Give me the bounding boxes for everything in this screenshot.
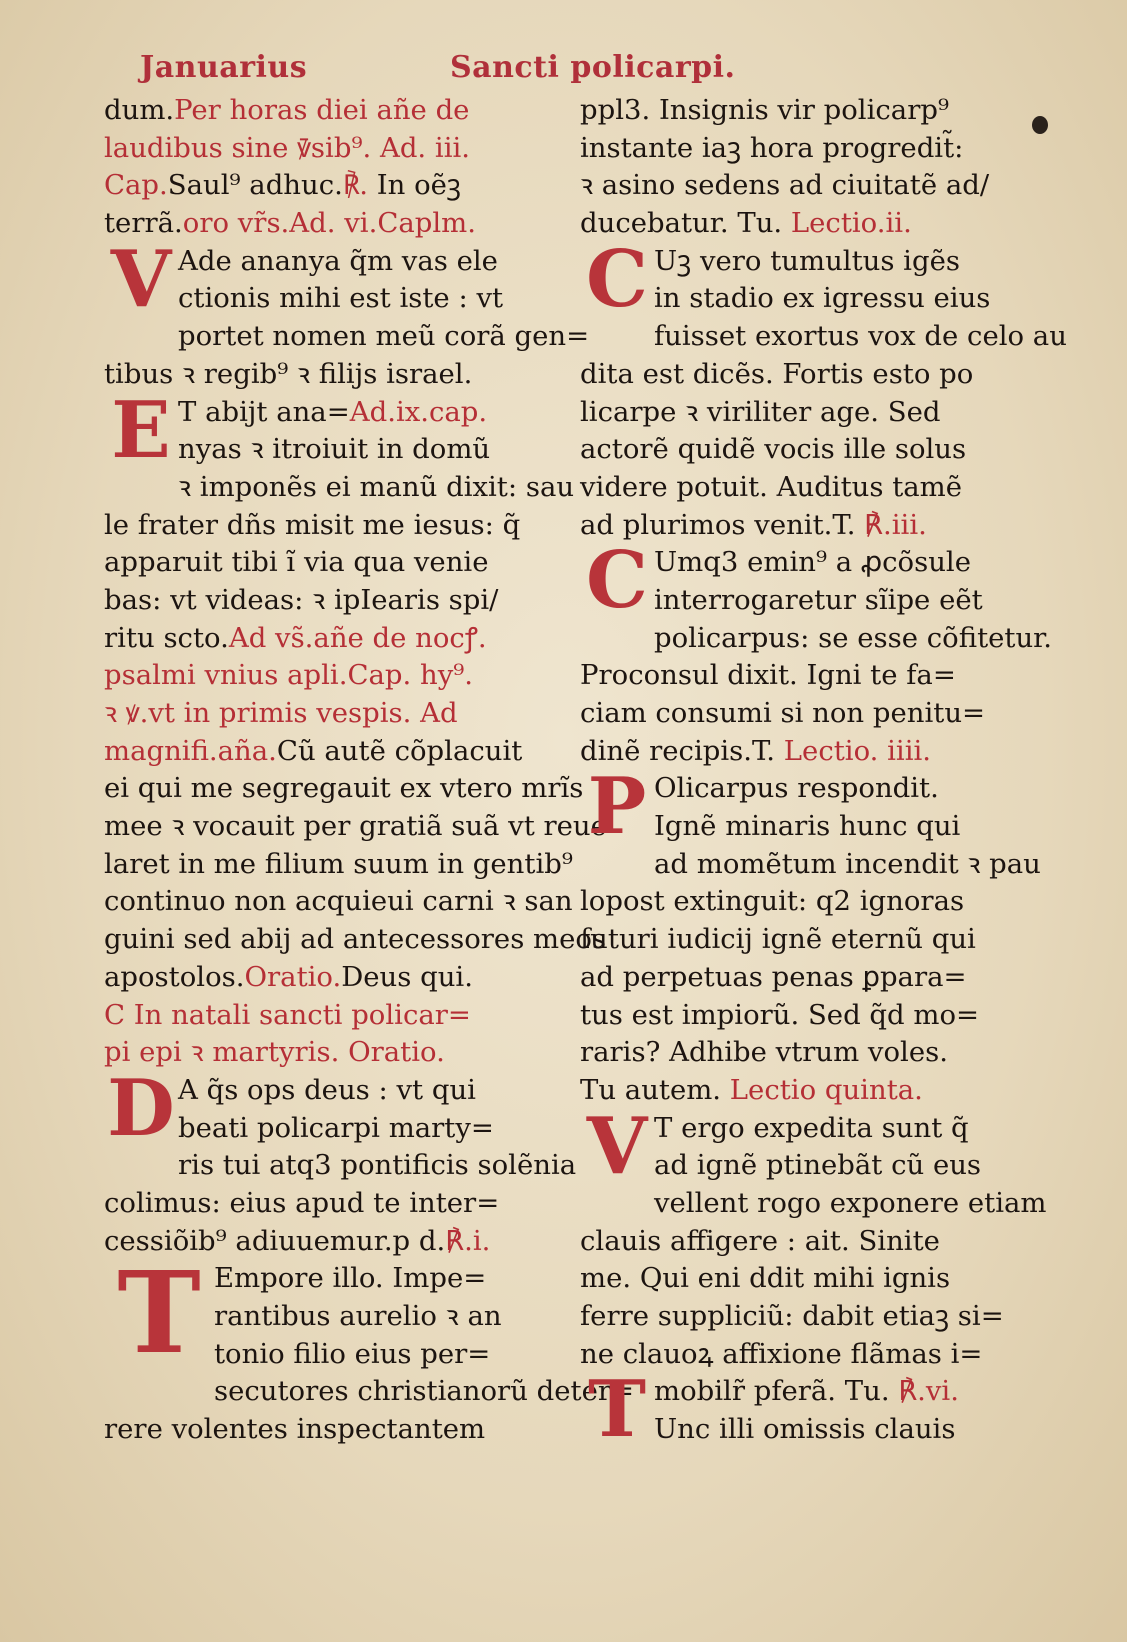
- rubric-text: magnifi.aña.: [104, 734, 277, 767]
- body-text: ciam consumi si non penitu=: [580, 697, 986, 729]
- text-line: [580, 846, 1041, 884]
- body-text: dita est dicẽs. Fortis esto po: [580, 357, 974, 390]
- rubric-text: Ad vs̃.añe de nocꝭ.: [228, 621, 487, 654]
- text-line: Ignẽ minaris hunc qui: [654, 810, 961, 843]
- body-text: Saul⁹ adhuc.: [167, 169, 343, 202]
- text-line: [580, 394, 1020, 432]
- text-line: Ade ananya q̃m vas ele: [178, 244, 498, 277]
- body-text: In oẽꝫ: [368, 169, 461, 202]
- left-block-4: [104, 1248, 544, 1380]
- body-text: fuisset exortus vox de celo au: [654, 320, 1067, 353]
- body-text: ꝛ imponẽs ei manũ dixit: sau: [178, 470, 575, 503]
- text-line: [580, 733, 1020, 771]
- text-line: ad ignẽ ptinebãt cũ eus: [654, 1149, 982, 1182]
- text-line: [104, 205, 544, 243]
- right-block-3: [580, 761, 1020, 853]
- text-line: portet nomen meũ corã gen=: [178, 320, 590, 353]
- text-line: [104, 1034, 544, 1072]
- text-line: [580, 1298, 1020, 1336]
- body-text: ad plurimos venit.T.: [580, 508, 856, 541]
- body-text: ne clauoꝝ affixione flãmas i=: [580, 1337, 983, 1370]
- text-line: T ergo expedita sunt q̃: [654, 1111, 969, 1144]
- body-text: dinẽ recipis.T.: [580, 734, 776, 767]
- text-line: [104, 883, 573, 921]
- body-text: ritu scto.: [104, 621, 229, 654]
- body-text: mobilr̃ pferã. Tu.: [654, 1375, 890, 1408]
- text-line: [104, 92, 544, 130]
- body-text: clauis affigere : ait. Sinite: [580, 1224, 940, 1257]
- body-text: nyas ꝛ itroiuit in domũ: [178, 433, 491, 466]
- body-text: instante iaꝫ hora progredit̃:: [580, 131, 964, 164]
- initial-letter: T: [587, 1364, 647, 1456]
- rubric-text: C In natali sancti policar=: [104, 998, 471, 1031]
- text-line: [580, 1336, 1020, 1374]
- right-block-4-rest: [580, 1185, 1047, 1373]
- text-line: rantibus aurelio ꝛ an: [214, 1300, 502, 1332]
- text-line: [580, 1223, 1020, 1261]
- left-column: [104, 92, 635, 1449]
- text-line: tibus ꝛ regib⁹ ꝛ filijs israel.: [104, 357, 473, 390]
- body-text: apostolos.: [104, 960, 245, 993]
- text-line: [104, 544, 544, 582]
- body-text: Deus qui.: [341, 960, 473, 993]
- right-intro: [580, 92, 1020, 243]
- rubric-text: Cap.: [104, 169, 168, 202]
- body-text: vellent rogo exponere etiam: [654, 1186, 1047, 1219]
- rubric-text: laudibus sine ꝟ̄sib⁹. Ad. iii.: [104, 131, 471, 164]
- text-line: A q̃s ops deus : vt qui: [178, 1073, 476, 1106]
- text-line: [104, 921, 607, 959]
- text-line: [580, 1072, 1020, 1110]
- rubric-text: Oratio.: [244, 960, 342, 993]
- text-line: Empore illo. Impe=: [214, 1262, 487, 1295]
- body-text: videre potuit. Auditus tamẽ: [580, 470, 963, 503]
- rubric-text: Lectio quinta.: [721, 1073, 923, 1106]
- body-text: Tu autem.: [580, 1073, 722, 1106]
- body-text: ei qui me segregauit ex vtero mrĩs: [104, 772, 584, 805]
- text-line: [580, 921, 1020, 959]
- body-text: guini sed abij ad antecessores meos: [104, 923, 607, 956]
- text-line: [580, 1034, 1020, 1072]
- text-line: [104, 657, 544, 695]
- right-block-1: [580, 233, 1020, 325]
- rubric-text: psalmi vnius apli.Cap. hy⁹.: [104, 659, 473, 692]
- right-block-4: [580, 1100, 1020, 1192]
- text-line: beati policarpi marty=: [178, 1111, 494, 1144]
- body-text: apparuit tibi ĩ via qua venie: [104, 546, 489, 579]
- text-line: [104, 507, 544, 545]
- rubric-text: pi epi ꝛ martyris. Oratio.: [104, 1036, 445, 1069]
- text-line: [104, 1223, 544, 1261]
- body-text: ꝛ asino sedens ad ciuitatẽ ad/: [580, 169, 990, 202]
- left-block-2: [104, 384, 544, 476]
- left-block-1: [104, 233, 544, 325]
- body-text: continuo non acquieui carni ꝛ san: [104, 885, 573, 918]
- rubric-text: Per horas diei añe de: [174, 94, 470, 126]
- text-line: [580, 1260, 1020, 1298]
- text-line: [104, 167, 544, 205]
- right-block-5: [580, 1364, 1020, 1456]
- rubric-text: Lectio. iiii.: [775, 734, 932, 767]
- text-line: [580, 356, 1020, 394]
- body-text: ad momẽtum incendit ꝛ pau: [654, 847, 1041, 880]
- body-text: me. Qui eni ddit mihi ignis: [580, 1262, 951, 1295]
- body-text: dum.: [104, 94, 175, 126]
- running-head-left: Januarius: [140, 50, 308, 85]
- right-block-3-rest: [580, 846, 1041, 1110]
- text-line: [104, 733, 544, 771]
- text-line: [104, 620, 544, 658]
- text-line: [580, 130, 1020, 168]
- text-line: interrogaretur sĩipe eẽt: [654, 583, 983, 616]
- right-block-2: [580, 535, 1020, 627]
- body-text: actorẽ quidẽ vocis ille solus: [580, 433, 967, 466]
- body-text: Unc illi omissis clauis: [654, 1413, 956, 1446]
- rubric-text: ℟.i.: [445, 1224, 491, 1257]
- text-line: [104, 695, 544, 733]
- text-line: [580, 431, 1020, 469]
- body-text: ducebatur. Tu.: [580, 207, 783, 240]
- text-line: [580, 695, 1020, 733]
- text-line: [104, 997, 544, 1035]
- body-text: ad perpetuas penas ꝑpara=: [580, 960, 967, 993]
- body-text: tus est impiorũ. Sed q̃d mo=: [580, 998, 980, 1031]
- text-line: [104, 770, 584, 808]
- text-line: [580, 507, 1020, 545]
- text-line: in stadio ex igressu eius: [654, 282, 991, 315]
- left-block-3: [104, 1062, 544, 1154]
- right-block-2-rest: [580, 620, 1053, 771]
- ink-blot: [1032, 116, 1048, 134]
- left-block-2-rest: [104, 469, 607, 1072]
- body-text: ris tui atq3 pontificis solẽnia: [178, 1149, 577, 1182]
- text-line: [580, 205, 1020, 243]
- text-line: [104, 808, 607, 846]
- text-line: [104, 846, 573, 884]
- initial-letter: V: [110, 233, 172, 325]
- text-line: [580, 883, 1020, 921]
- text-line: [580, 92, 1020, 130]
- body-text: le frater dñs misit me iesus: q̃: [104, 508, 521, 541]
- text-line: Olicarpus respondit.: [654, 772, 939, 805]
- body-text: lopost extinguit: q2 ignoras: [580, 885, 965, 918]
- text-line: secutores christianorũ deter=: [214, 1375, 635, 1408]
- body-text: mee ꝛ vocauit per gratiã suã vt reue: [104, 810, 607, 843]
- initial-letter: C: [585, 535, 649, 627]
- text-line: [104, 1185, 544, 1223]
- text-line: Uꝫ vero tumultus igẽs: [654, 244, 960, 277]
- rubric-text: ꝛ ꝟ.vt in primis vespis. Ad: [104, 697, 458, 729]
- text-line: [580, 997, 1020, 1035]
- initial-letter: E: [111, 384, 171, 476]
- initial-letter: T: [117, 1248, 201, 1380]
- text-line: [580, 167, 1020, 205]
- body-text: raris? Adhibe vtrum voles.: [580, 1036, 948, 1069]
- body-text: Proconsul dixit. Igni te fa=: [580, 659, 956, 692]
- body-text: policarpus: se esse cõfitetur.: [654, 621, 1053, 654]
- right-column: [580, 92, 1067, 1456]
- running-head-right: Sancti policarpi.: [450, 50, 736, 85]
- left-block-3-rest: [104, 1147, 577, 1260]
- initial-letter: V: [586, 1100, 648, 1192]
- body-text: Cũ autẽ cõplacuit: [276, 734, 523, 767]
- initial-letter: P: [587, 761, 647, 853]
- body-text: colimus: eius apud te inter=: [104, 1186, 500, 1219]
- body-text: terrã.: [104, 207, 183, 240]
- text-line: [580, 469, 1020, 507]
- body-text: licarpe ꝛ viriliter age. Sed: [580, 395, 941, 428]
- rubric-text: ℟.vi.: [889, 1375, 959, 1408]
- text-line: [104, 130, 544, 168]
- text-line: rere volentes inspectantem: [104, 1413, 486, 1446]
- body-text: laret in me filium suum in gentib⁹: [104, 847, 573, 880]
- rubric-text: ℟.: [342, 169, 369, 202]
- rubric-text: Lectio.ii.: [782, 207, 912, 240]
- body-text: ferre suppliciũ: dabit etiaꝫ si=: [580, 1300, 1004, 1332]
- initial-letter: D: [107, 1062, 175, 1154]
- text-line: [580, 657, 1020, 695]
- body-text: bas: vt videas: ꝛ ipIearis spi/: [104, 583, 499, 616]
- initial-letter: C: [585, 233, 649, 325]
- rubric-text: Ad.ix.cap.: [349, 395, 488, 428]
- text-line: Umq3 emin⁹ a ꝓcõsule: [654, 546, 972, 579]
- text-line: [104, 582, 544, 620]
- left-intro: [104, 92, 544, 243]
- body-text: T abijt ana=: [178, 395, 350, 428]
- text-line: ctionis mihi est iste : vt: [178, 282, 504, 315]
- rubric-text: ℟.iii.: [855, 508, 927, 541]
- rubric-text: oro vr̃s.Ad. vi.Caplm.: [182, 207, 476, 240]
- text-line: [104, 959, 544, 997]
- text-line: [580, 959, 1020, 997]
- body-text: cessiõib⁹ adiuuemur.p d.: [104, 1224, 446, 1257]
- body-text: futuri iudicij ignẽ eternũ qui: [580, 923, 976, 956]
- right-block-1-rest: [580, 318, 1067, 544]
- text-line: tonio filio eius per=: [214, 1337, 491, 1370]
- body-text: ppl3. Insignis vir policarp⁹: [580, 94, 949, 126]
